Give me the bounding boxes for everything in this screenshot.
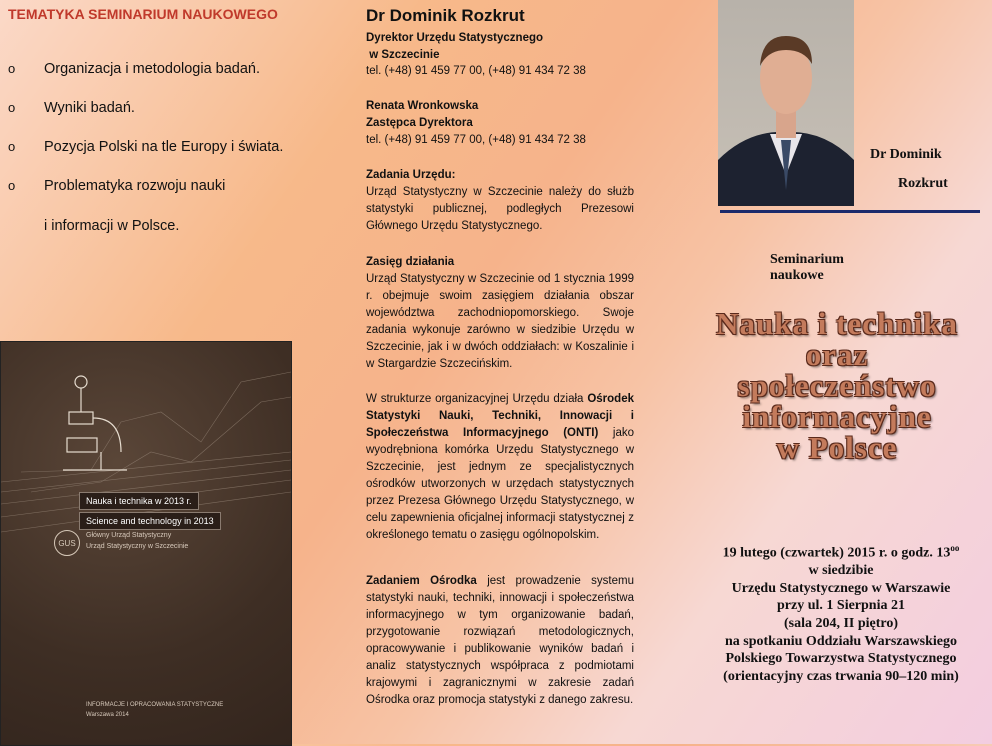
bullet-icon: o (8, 178, 16, 193)
publication-cover (0, 341, 292, 746)
cover-title-pl: Nauka i technika w 2013 r. (79, 492, 199, 510)
director-photo (718, 0, 854, 206)
list-item: o Wyniki badań. (8, 100, 135, 116)
bullet-icon: o (8, 139, 16, 154)
range-heading: Zasięg działania (366, 256, 455, 268)
director-role: Dyrektor Urzędu Statystycznego w Szczecinie (366, 32, 544, 61)
tasks-heading: Zadania Urzędu: (366, 169, 456, 181)
cover-org-2: Urząd Statystyczny w Szczecinie (86, 543, 189, 550)
cover-footer-2: Warszawa 2014 (86, 712, 129, 718)
center-task-text: Zadaniem Ośrodka jest prowadzenie systemu statystyki nauki, techniki, innowacji i społeczeństwa informacyjnego w tym organizowanie badań, przygotowanie rozwiązań metodologicznych, opracowywanie i publikowanie wyników badań i analiz statystycznych współpraca z podmiotami krajowymi i zagranicznymi w zakresie zadań Ośrodka oraz promocja statystyki z danego zakresu. (366, 575, 634, 706)
event-date: 19 lutego (czwartek) 2015 r. o godz. $13^{oo}$ (722, 543, 960, 561)
tasks-text: Urząd Statystyczny w Szczecinie należy do służb statystyki publicznej, podległych Prezesowi Głównego Urzędu Statystycznego. (366, 186, 634, 232)
list-item: o Organizacja i metodologia badań. (8, 61, 261, 77)
topic-continuation: i informacji w Polsce. (44, 218, 180, 234)
deputy-phone: tel. (+48) 91 459 77 00, (+48) 91 434 72 38 (366, 134, 586, 146)
seminar-label: Seminarium naukowe (770, 252, 844, 283)
left-column (0, 0, 300, 744)
deputy-name: Renata Wronkowska (366, 100, 479, 112)
range-text: Urząd Statystyczny w Szczecinie od 1 stycznia 1999 r. obejmuje swoim zasięgiem działania obszar województwa zachodniopomorskiego. Swoje zadania wykonuje zarówno w siedzibie Urzędu w Szczecinie, jak i w dwóch oddziałach: w Koszalinie i w Stargardzie Szczecińskim. (366, 273, 634, 370)
structure-text: W strukturze organizacyjnej Urzędu działa Ośrodek Statystyki Nauki, Techniki, Innowacji i Społeczeństwa Informacyjnego (ONTI) jako wyodrębniona komórka Urzędu Statystycznego w Szczecinie, jest jednym ze specjalistycznych ośrodków utworzonych w urzędach statystycznych przez Prezesa Głównego Urzędu Statystycznego, w celu zapewnienia oficjalnej informacji statystycznej z określonego tematu o zasięgu ogólnopolskim. (366, 393, 635, 541)
director-name: Dr Dominik Rozkrut (366, 6, 525, 25)
director-phone: tel. (+48) 91 459 77 00, (+48) 91 434 72 38 (366, 65, 586, 77)
portrait-icon (718, 0, 854, 206)
topics-heading: TEMATYKA SEMINARIUM NAUKOWEGO (8, 6, 278, 22)
photo-caption-2: Rozkrut (898, 176, 948, 191)
cover-title-en: Science and technology in 2013 (79, 512, 221, 530)
main-title: Nauka i technika oraz społeczeństwo informacyjne w Polsce (716, 306, 958, 465)
photo-underline (720, 210, 980, 213)
list-item: o Pozycja Polski na tle Europy i świata. (8, 139, 284, 155)
list-item: o Problematyka rozwoju nauki (8, 178, 226, 194)
bullet-icon: o (8, 100, 16, 115)
cover-footer-1: INFORMACJE I OPRACOWANIA STATYSTYCZNE (86, 702, 224, 708)
event-details: 19 lutego (czwartek) 2015 r. o godz. $13^{oo}$ w siedzibie Urzędu Statystycznego w Warszawie przy ul. 1 Sierpnia 21 (sala 204, II piętro) na spotkaniu Oddziału Warszawskiego Polskiego Towarzystwa Statystycznego (orientacyjny czas trwania 90–120 min) (690, 540, 992, 685)
bullet-icon: o (8, 61, 16, 76)
photo-caption-1: Dr Dominik (870, 147, 942, 162)
cover-org-1: Główny Urząd Statystyczny (86, 532, 172, 539)
gus-logo-icon: GUS (54, 530, 80, 556)
microscope-icon (63, 376, 127, 470)
deputy-role: Zastępca Dyrektora (366, 117, 473, 129)
topics-list (6, 60, 301, 216)
